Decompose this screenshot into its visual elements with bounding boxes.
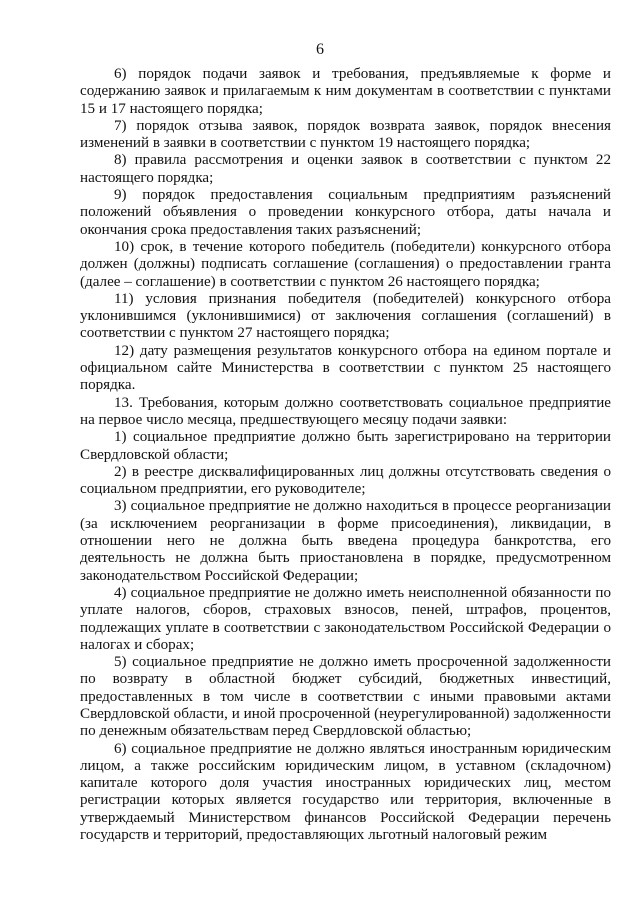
requirement-item-5: 5) социальное предприятие не должно иметь просроченной задолженности по возврату в областной бюджет субсидий, бюджетных инвестиций, предоставленных в том числе в соответствии с иными правовыми актами Свердловской области, и иной просроченной (неурегулированной) задолженности по денежным обязательствам перед Свердловской областью; [80, 654, 611, 740]
requirement-item-3: 3) социальное предприятие не должно находиться в процессе реорганизации (за исключением реорганизации в форме присоединения), ликвидации, в отношении него не должна быть введена процедура банкротства, его деятельность не должна быть приостановлена в порядке, предусмотренном законодательством Российской Федерации; [80, 498, 611, 584]
page-number: 6 [316, 41, 324, 58]
paragraph-item-8: 8) правила рассмотрения и оценки заявок в соответствии с пунктом 22 настоящего порядка; [80, 152, 611, 186]
requirement-item-4: 4) социальное предприятие не должно иметь неисполненной обязанности по уплате налогов, сборов, страховых взносов, пеней, штрафов, процентов, подлежащих уплате в соответствии с законодательством Российской Федерации о налогах и сборах; [80, 584, 611, 653]
section-13-paragraph: 13. Требования, которым должно соответствовать социальное предприятие на первое число месяца, предшествующего месяцу подачи заявки: [80, 394, 611, 428]
paragraph-item-11: 11) условия признания победителя (победителей) конкурсного отбора уклонившимся (уклонившимися) от заключения соглашения (соглашений) в соответствии с пунктом 27 настоящего порядка; [80, 290, 611, 342]
requirement-item-2: 2) в реестре дисквалифицированных лиц должны отсутствовать сведения о социальном предприятии, его руководителе; [80, 463, 611, 498]
paragraph-item-6: 6) порядок подачи заявок и требования, предъявляемые к форме и содержанию заявок и прилагаемым к ним документам в соответствии с пунктами 15 и 17 настоящего порядка; [80, 66, 611, 117]
paragraph-item-12: 12) дату размещения результатов конкурсного отбора на едином портале и официальном сайте Министерства в соответствии с пунктом 25 настоящего порядка. [80, 342, 611, 394]
requirement-item-1: 1) социальное предприятие должно быть зарегистрировано на территории Свердловской области; [80, 429, 611, 463]
paragraph-item-9: 9) порядок предоставления социальным предприятиям разъяснений положений объявления о проведении конкурсного отбора, даты начала и окончания срока предоставления таких разъяснений; [80, 187, 611, 238]
requirement-item-6: 6) социальное предприятие не должно являться иностранным юридическим лицом, а также российским юридическим лицом, в уставном (складочном) капитале которого доля участия иностранных юридических лиц, местом регистрации которых является государство или территория, включенные в утверждаемый Министерством финансов Российской Федерации перечень государств и территорий, предоставляющих льготный налоговый режим [80, 740, 611, 844]
paragraph-item-7: 7) порядок отзыва заявок, порядок возврата заявок, порядок внесения изменений в заявки в соответствии с пунктом 19 настоящего порядка; [80, 117, 611, 152]
document-body [80, 66, 611, 844]
paragraph-item-10: 10) срок, в течение которого победитель (победители) конкурсного отбора должен (должны) подписать соглашение (соглашения) о предоставлении гранта (далее – соглашение) в соответствии с пунктом 26 настоящего порядка; [80, 238, 611, 290]
